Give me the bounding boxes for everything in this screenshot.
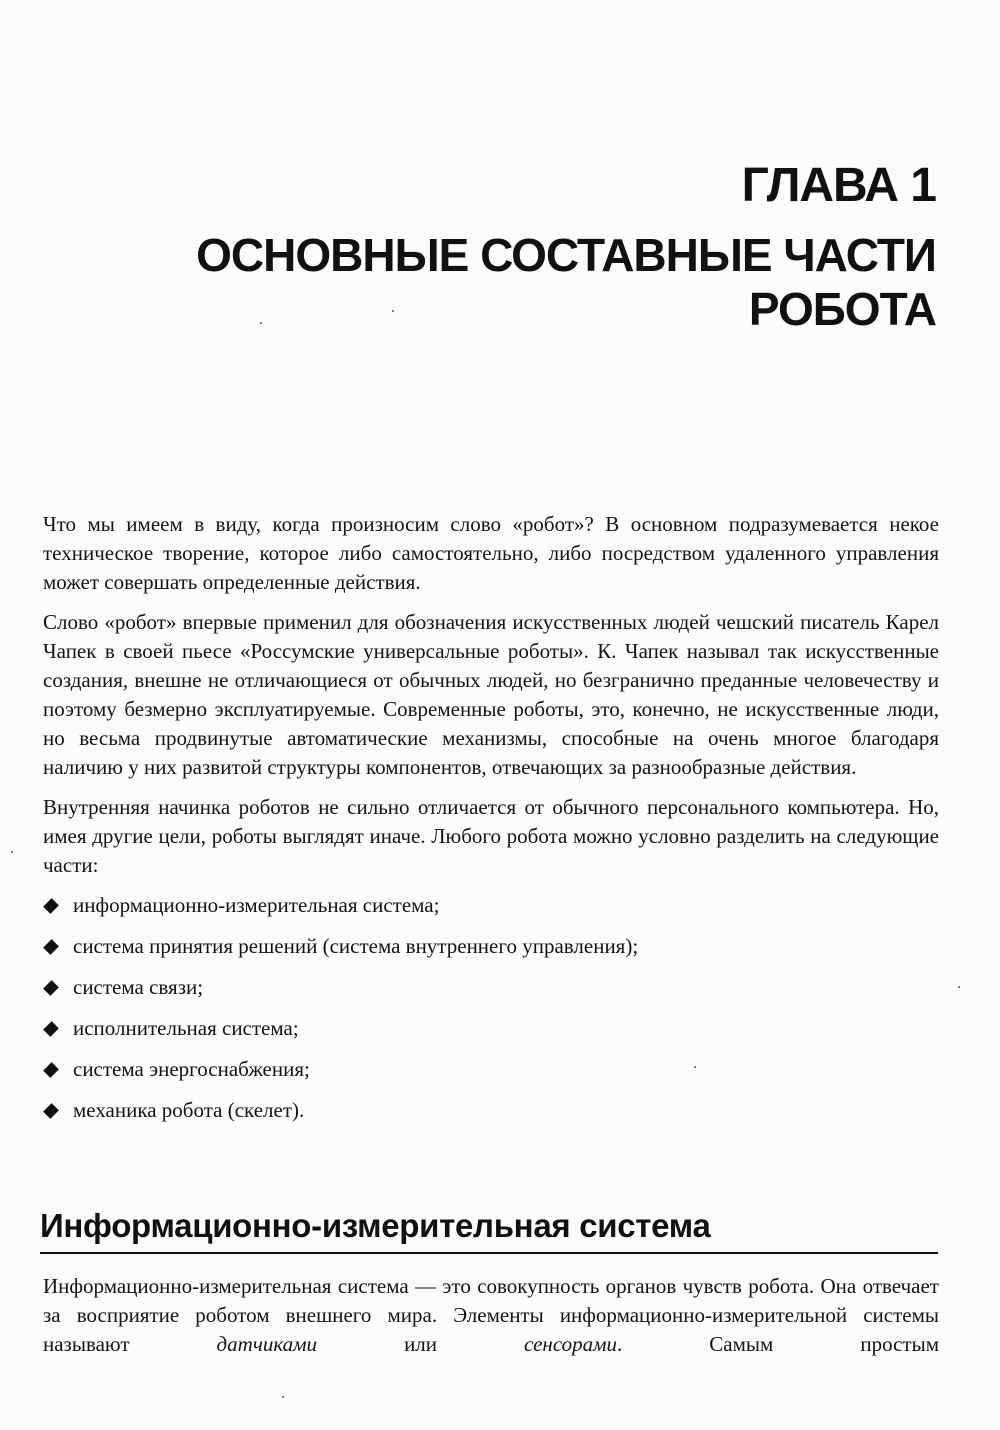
chapter-title-line-1: ОСНОВНЫЕ СОСТАВНЫЕ ЧАСТИ — [196, 229, 936, 281]
list-item-text: исполнительная система; — [73, 1016, 299, 1040]
scan-speck — [392, 310, 394, 312]
list-item-text: информационно-измерительная система; — [73, 893, 440, 917]
chapter-title — [136, 228, 936, 336]
section-body — [43, 1272, 939, 1370]
scan-speck — [958, 986, 960, 988]
list-item — [43, 891, 939, 932]
section-text-between: или — [317, 1332, 525, 1356]
diamond-bullet-icon — [43, 1021, 59, 1037]
paragraph-parts: Внутренняя начинка роботов не сильно отличается от обычного персонального компьютера. Но, имея другие цели, роботы выглядят иначе. Любого робота можно условно разделить на следующие части: — [43, 795, 939, 877]
list-item-text: механика робота (скелет). — [73, 1098, 305, 1122]
list-item — [43, 1055, 939, 1096]
diamond-bullet-icon — [43, 980, 59, 996]
list-item-text: система связи; — [73, 975, 204, 999]
section-heading: Информационно-измерительная система — [40, 1206, 938, 1254]
list-item — [43, 1096, 939, 1137]
chapter-title-line-2: РОБОТА — [748, 283, 936, 335]
scan-speck — [11, 851, 13, 853]
list-item-text: система принятия решений (система внутреннего управления); — [73, 934, 639, 958]
list-item-text: система энергоснабжения; — [73, 1057, 310, 1081]
list-item — [43, 1014, 939, 1055]
section-text-start: Информационно-измерительная система — это совокупность органов чувств робота. Она отвечает за восприятие роботом внешнего мира. Элементы информационно-измерительной системы называют — [43, 1274, 939, 1356]
robot-parts-list — [43, 891, 939, 1137]
scan-speck — [260, 322, 262, 324]
paragraph-history: Слово «робот» впервые применил для обозначения искусственных людей чешский писатель Карел Чапек в своей пьесе «Россумские универсальные роботы». К. Чапек называл так искусственные создания, внешне не отличающиеся от обычных людей, но безгранично преданные человечеству и поэтому безмерно эксплуатируемые. Современные роботы, это, конечно, не искусственные люди, но весьма продвинутые автоматические механизмы, способные на очень многое благодаря наличию у них развитой структуры компонентов, отвечающих за разнообразные действия. — [43, 610, 939, 779]
diamond-bullet-icon — [43, 939, 59, 955]
diamond-bullet-icon — [43, 1103, 59, 1119]
section-text-end: . Самым простым — [617, 1332, 939, 1356]
list-item — [43, 973, 939, 1014]
chapter-intro — [43, 510, 939, 1137]
term-sensors-1: датчиками — [216, 1332, 318, 1356]
paragraph-intro: Что мы имеем в виду, когда произносим слово «робот»? В основном подразумевается некое техническое творение, которое либо самостоятельно, либо посредством удаленного управления может совершать определенные действия. — [43, 512, 939, 594]
section-paragraph — [43, 1272, 939, 1359]
scan-speck — [694, 1066, 696, 1068]
diamond-bullet-icon — [43, 898, 59, 914]
chapter-label: ГЛАВА 1 — [741, 159, 936, 212]
scan-speck — [282, 1396, 284, 1398]
list-item — [43, 932, 939, 973]
term-sensors-2: сенсорами — [524, 1332, 618, 1356]
diamond-bullet-icon — [43, 1062, 59, 1078]
